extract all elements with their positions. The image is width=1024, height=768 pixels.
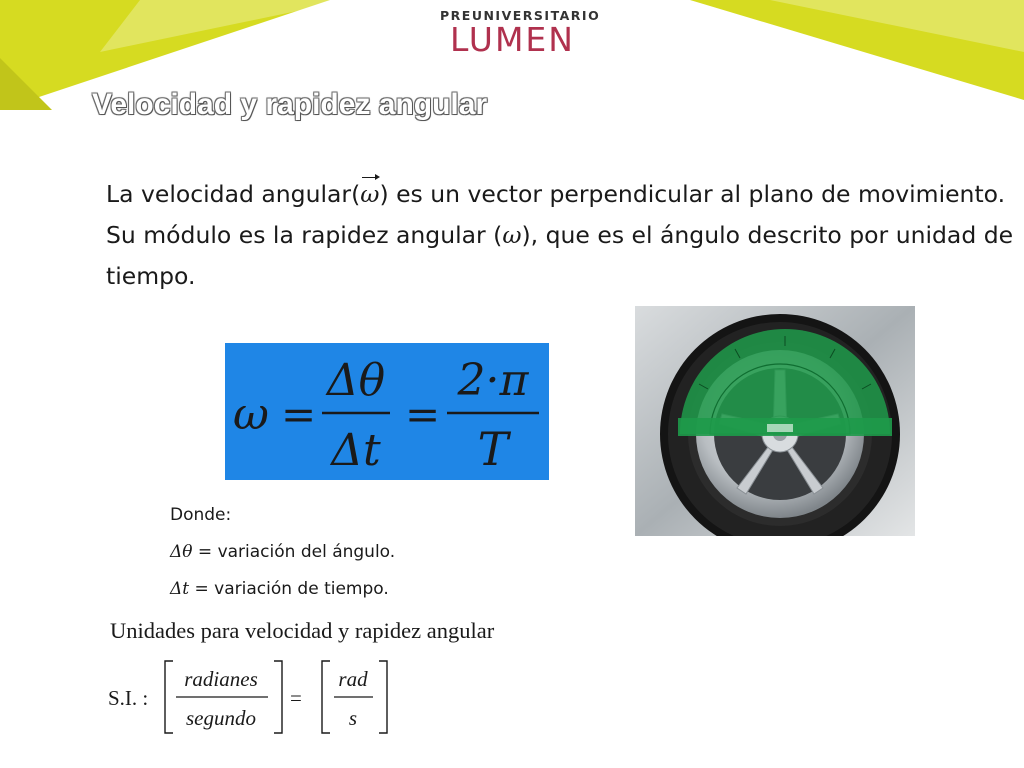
intro-text-2: ) es un vector perpendicular al plano de movimiento. Su módulo es la rapidez angular ( bbox=[106, 180, 1006, 249]
definitions-list bbox=[170, 500, 395, 611]
bracket-right-2 bbox=[379, 661, 387, 733]
units-num-radianes: radianes bbox=[184, 667, 258, 691]
formula-equals-1: = bbox=[281, 390, 317, 439]
formula-period-T: T bbox=[477, 422, 509, 476]
units-num-rad: rad bbox=[338, 667, 368, 691]
units-equals: = bbox=[290, 686, 302, 710]
bracket-right-1 bbox=[274, 661, 282, 733]
intro-text-3: ), que es el ángulo descrito por unidad de tiempo. bbox=[106, 221, 1014, 290]
angular-speed-formula bbox=[225, 343, 549, 480]
units-den-segundo: segundo bbox=[186, 706, 256, 730]
logo-top-line: PREUNIVERSITARIO bbox=[440, 8, 601, 23]
formula-delta-theta: Δθ bbox=[326, 355, 386, 406]
delta-t-text: = variación de tiempo. bbox=[189, 579, 389, 599]
logo-brand-name: LUMEN bbox=[450, 20, 575, 59]
definition-delta-t bbox=[170, 574, 395, 611]
wheel-with-protractor-photo bbox=[635, 306, 915, 536]
logo bbox=[440, 8, 601, 59]
formula-two-pi: 2·π bbox=[457, 355, 529, 406]
delta-t-symbol: Δt bbox=[170, 579, 190, 599]
formula-omega: ω bbox=[233, 389, 269, 440]
intro-paragraph bbox=[106, 174, 1021, 297]
intro-text-1: La velocidad angular( bbox=[106, 180, 361, 208]
slide-title: Velocidad y rapidez angular bbox=[92, 88, 488, 121]
definition-delta-theta bbox=[170, 537, 395, 574]
omega-symbol: ω bbox=[502, 221, 522, 249]
delta-theta-text: = variación del ángulo. bbox=[192, 542, 396, 562]
delta-theta-symbol: Δθ bbox=[170, 542, 193, 562]
formula-delta-t: Δt bbox=[331, 425, 381, 476]
formula-equals-2: = bbox=[405, 390, 441, 439]
omega-vector-symbol: ω bbox=[360, 174, 379, 215]
definitions-heading: Donde: bbox=[170, 505, 232, 525]
bracket-left-2 bbox=[322, 661, 330, 733]
si-label: S.I. : bbox=[108, 686, 149, 710]
bracket-left-1 bbox=[165, 661, 173, 733]
units-den-s: s bbox=[348, 706, 358, 730]
si-units-formula bbox=[100, 655, 400, 740]
units-heading: Unidades para velocidad y rapidez angular bbox=[110, 618, 495, 643]
